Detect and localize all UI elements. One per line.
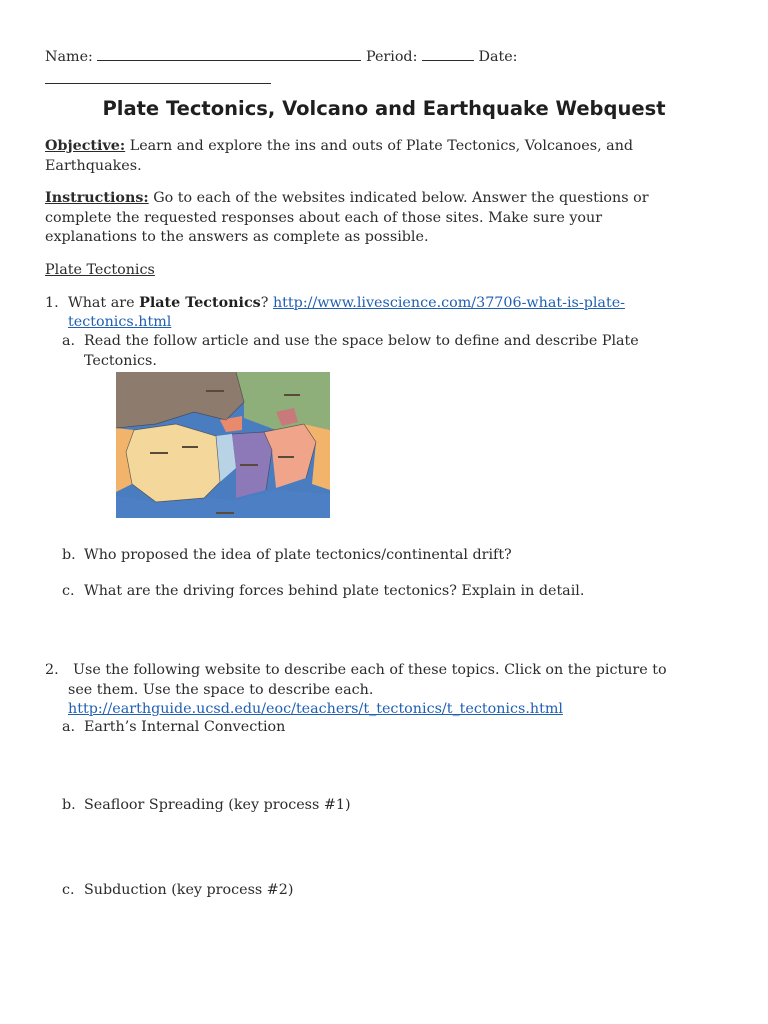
instructions-line2: complete the requested responses about each of those sites. Make sure your bbox=[45, 209, 603, 226]
q1-number: 1. bbox=[45, 295, 59, 311]
q2b-text: Seafloor Spreading (key process #1) bbox=[84, 797, 351, 813]
objective-text-line1: Learn and explore the ins and outs of Plate Tectonics, Volcanoes, and bbox=[125, 138, 634, 154]
q1-suffix: ? bbox=[260, 295, 273, 311]
q1-link[interactable]: http://www.livescience.com/37706-what-is-plate- bbox=[272, 295, 625, 311]
page-title: Plate Tectonics, Volcano and Earthquake Webquest bbox=[102, 97, 666, 120]
q2c-text: Subduction (key process #2) bbox=[84, 882, 294, 898]
q1b-text: Who proposed the idea of plate tectonics/continental drift? bbox=[84, 547, 512, 563]
q1-prefix: What are bbox=[68, 295, 140, 311]
q2-number: 2. bbox=[45, 662, 59, 678]
q2-line2: see them. Use the space to describe each. bbox=[68, 682, 374, 698]
q1b-letter: b. bbox=[62, 547, 76, 563]
date-blank[interactable] bbox=[45, 69, 271, 84]
objective-paragraph bbox=[45, 137, 735, 176]
header-row bbox=[45, 46, 518, 68]
instructions-label: Instructions: bbox=[45, 190, 149, 206]
q1a-line1: Read the follow article and use the space below to define and describe Plate bbox=[84, 333, 639, 349]
q2a-letter: a. bbox=[62, 719, 76, 735]
q2-link[interactable]: http://earthguide.ucsd.edu/eoc/teachers/t_tectonics/t_tectonics.html bbox=[68, 701, 563, 717]
instructions-line3: explanations to the answers as complete as possible. bbox=[45, 229, 429, 245]
date-label: Date: bbox=[478, 49, 518, 65]
q2-line1: Use the following website to describe each of these topics. Click on the picture to bbox=[73, 662, 667, 678]
section-heading: Plate Tectonics bbox=[45, 262, 155, 278]
instructions-paragraph bbox=[45, 189, 745, 248]
q2b-letter: b. bbox=[62, 797, 76, 813]
instructions-line1: Go to each of the websites indicated below. Answer the questions or bbox=[148, 190, 649, 206]
period-label: Period: bbox=[365, 49, 418, 65]
q1a-letter: a. bbox=[62, 333, 76, 349]
plate-map-svg bbox=[116, 372, 330, 518]
plate-map-image[interactable] bbox=[116, 372, 330, 518]
q1-bold-term: Plate Tectonics bbox=[139, 295, 261, 311]
q1-link-cont[interactable]: tectonics.html bbox=[68, 314, 172, 330]
q1-question bbox=[68, 294, 748, 314]
objective-text-line2: Earthquakes. bbox=[45, 157, 142, 174]
name-label: Name: bbox=[45, 49, 93, 65]
objective-label: Objective: bbox=[45, 138, 126, 154]
q1c-text: What are the driving forces behind plate tectonics? Explain in detail. bbox=[84, 583, 585, 599]
name-blank[interactable] bbox=[97, 46, 361, 61]
q1a-text bbox=[84, 332, 744, 371]
q2a-text: Earth’s Internal Convection bbox=[84, 719, 286, 735]
q1a-line2: Tectonics. bbox=[84, 352, 157, 369]
q1c-letter: c. bbox=[62, 583, 75, 599]
period-blank[interactable] bbox=[422, 46, 474, 61]
q2c-letter: c. bbox=[62, 882, 75, 898]
